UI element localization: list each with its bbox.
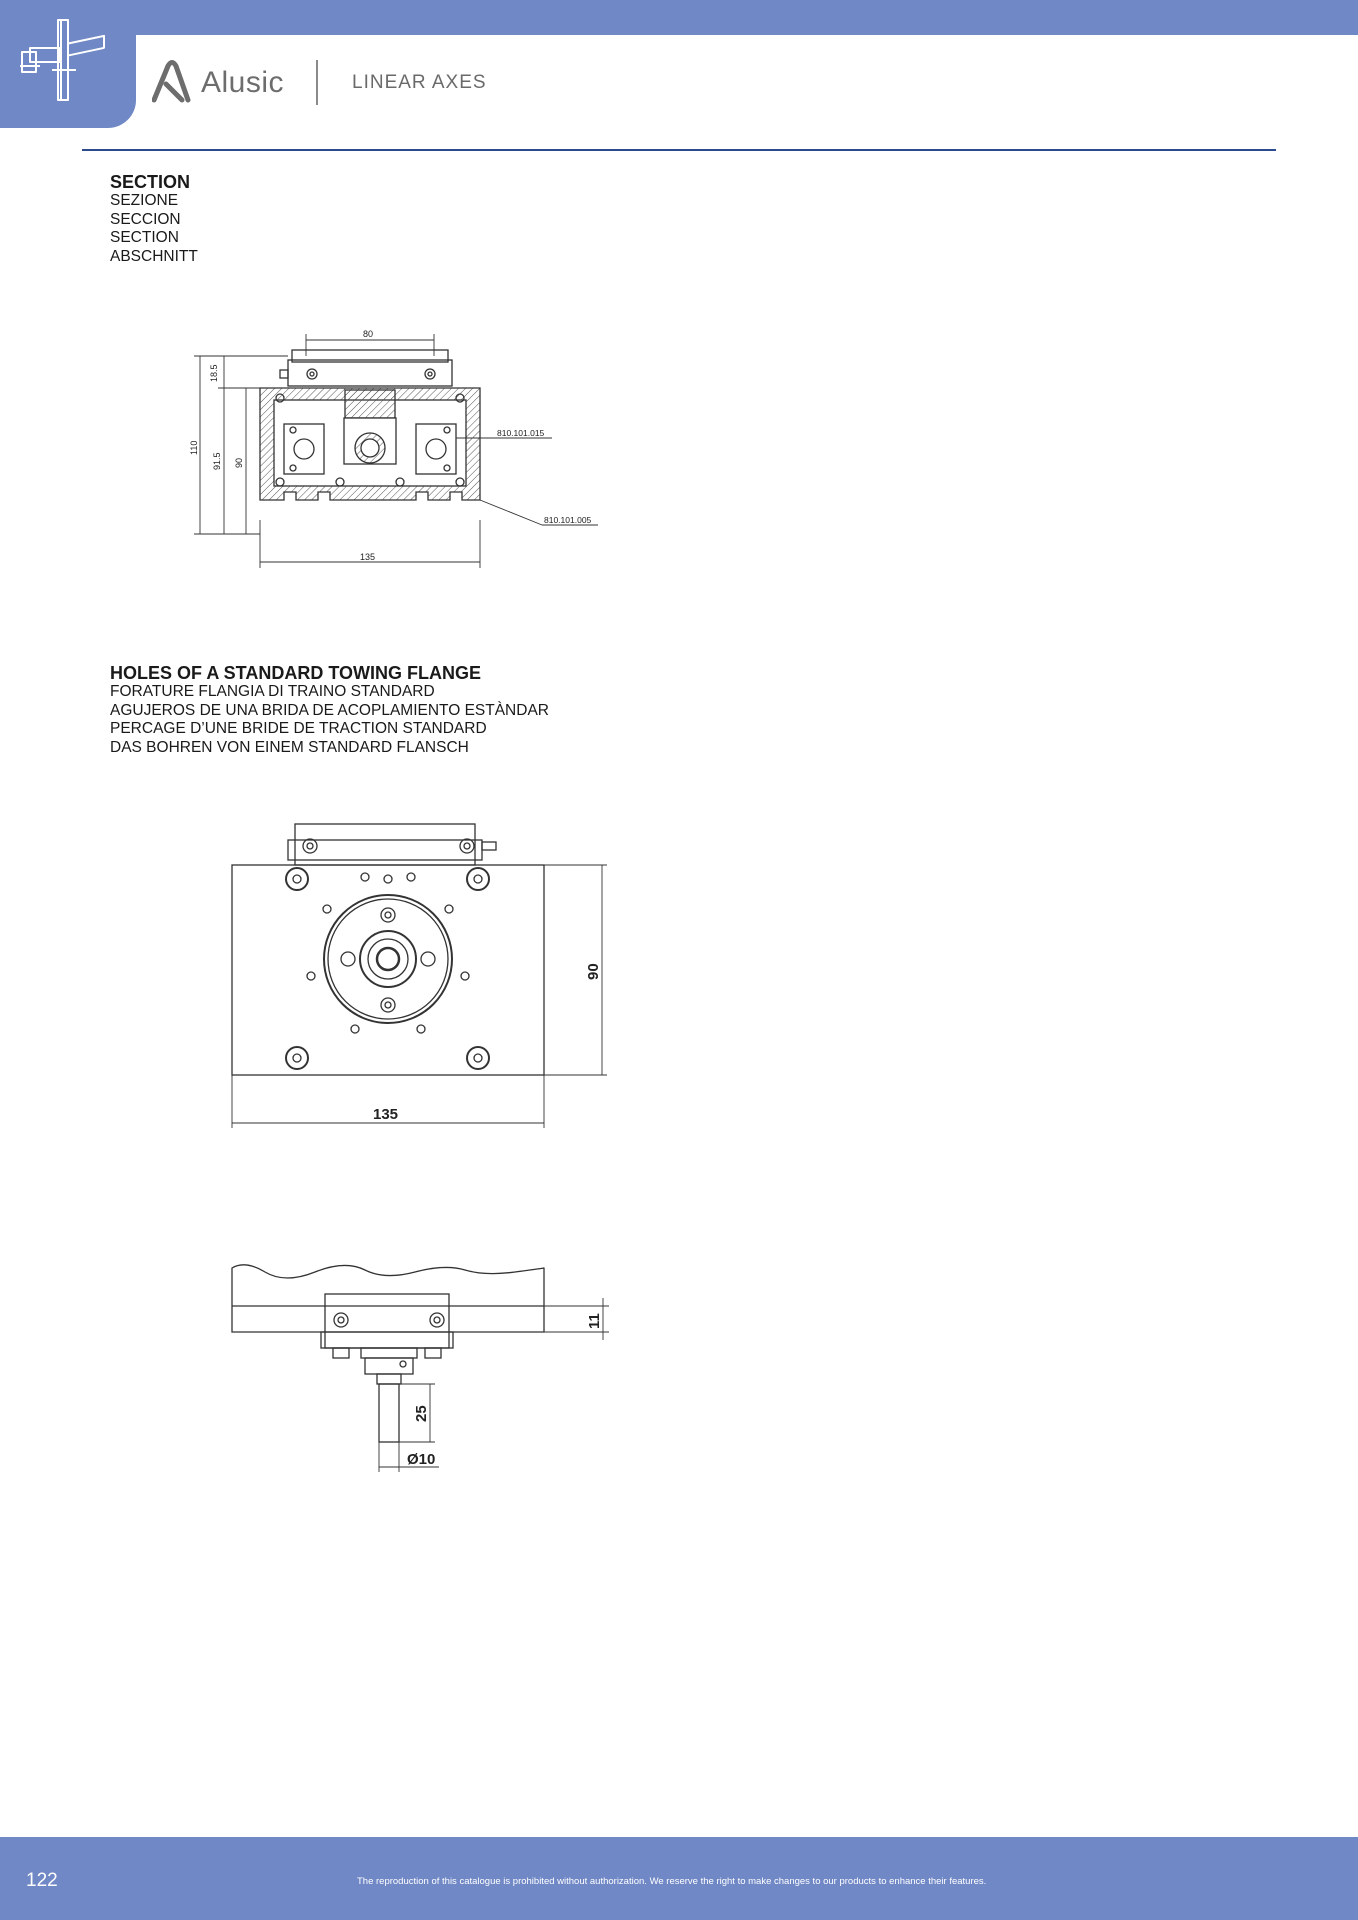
part-number-label: 810.101.015 xyxy=(497,428,545,438)
section-translation: SECTION xyxy=(110,229,179,246)
dim-label: 110 xyxy=(189,440,199,455)
footer-disclaimer: The reproduction of this catalogue is prohibited without authorization. We reserve the right to make changes to our products to enhance their features. xyxy=(357,1876,987,1887)
dim-label: 25 xyxy=(413,1405,430,1422)
dim-label: 80 xyxy=(363,329,374,339)
flange-translation: DAS BOHREN VON EINEM STANDARD FLANSCH xyxy=(110,738,469,756)
flange-title: HOLES OF A STANDARD TOWING FLANGE xyxy=(110,663,481,683)
dim-label: 18.5 xyxy=(209,364,219,382)
dim-label: 135 xyxy=(360,552,376,562)
header-divider xyxy=(316,60,318,105)
dim-label: 11 xyxy=(586,1313,603,1329)
dim-label: Ø10 xyxy=(407,1451,436,1468)
section-translation: SEZIONE xyxy=(110,192,179,209)
brand-name: Alusic xyxy=(201,66,285,99)
section-drawing xyxy=(180,320,620,570)
page-number: 122 xyxy=(26,1870,58,1891)
section-title: SECTION xyxy=(110,172,191,192)
section-heading xyxy=(110,172,198,266)
flange-top-view-drawing xyxy=(225,812,615,1132)
dim-label: 90 xyxy=(234,457,244,468)
part-number-label: 810.101.005 xyxy=(544,515,592,525)
dim-label: 90 xyxy=(585,963,602,980)
section-translation: SECCION xyxy=(110,210,181,228)
header-bar xyxy=(0,0,1358,35)
flange-translation: PERCAGE D’UNE BRIDE DE TRACTION STANDARD xyxy=(110,720,487,737)
flange-side-view-drawing xyxy=(225,1258,615,1478)
section-translation: ABSCHNITT xyxy=(110,247,198,265)
flange-translation: FORATURE FLANGIA DI TRAINO STANDARD xyxy=(110,683,435,700)
flange-heading xyxy=(110,663,549,757)
dim-label: 135 xyxy=(373,1106,399,1123)
header-rule xyxy=(82,149,1276,151)
header-panel xyxy=(136,35,1358,135)
linear-axis-icon xyxy=(0,0,136,128)
dim-label: 91.5 xyxy=(212,452,222,470)
category-tab xyxy=(0,0,136,128)
flange-translation: AGUJEROS DE UNA BRIDA DE ACOPLAMIENTO ESTÀNDAR xyxy=(110,701,549,719)
category-title: LINEAR AXES xyxy=(352,72,487,93)
